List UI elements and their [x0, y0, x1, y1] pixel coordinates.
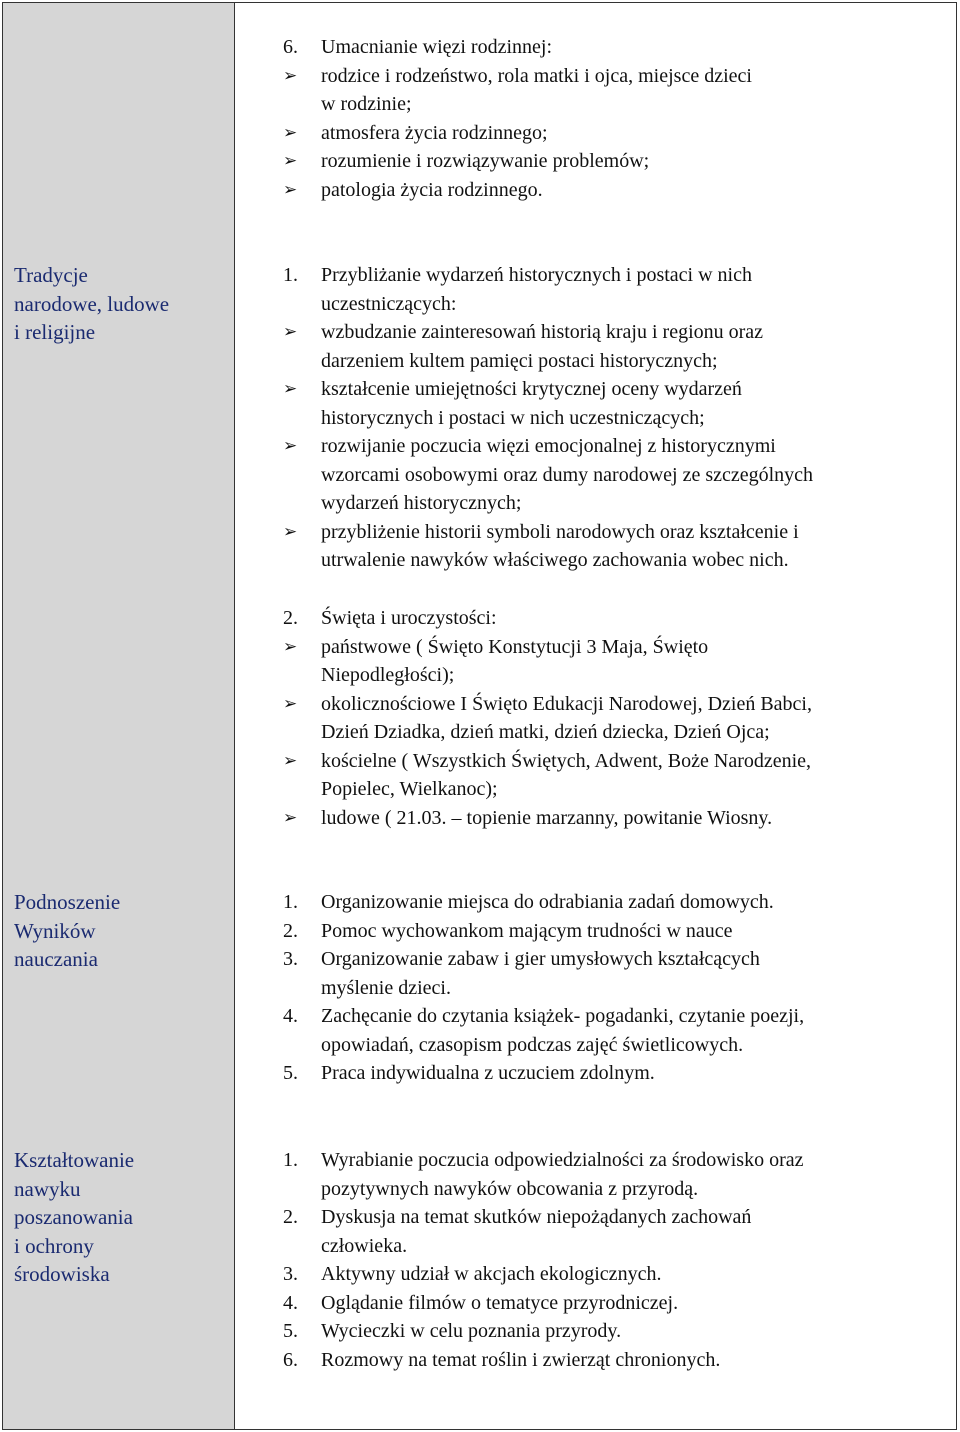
bullet-item	[283, 119, 943, 148]
family-section	[283, 33, 943, 204]
arrow-bullet-icon: ➢	[283, 151, 298, 170]
section-heading	[283, 33, 943, 62]
topic-traditions: Tradycje narodowe, ludowe i religijne	[14, 263, 170, 344]
bullet-text-continued: wydarzeń historycznych;	[321, 492, 522, 514]
item-text-continued: uczestniczących:	[321, 292, 457, 315]
bullet-item	[283, 518, 943, 547]
bullet-text: rodzice i rodzeństwo, rola matki i ojca, miejsce dzieci	[321, 64, 752, 87]
item-text: Wyrabianie poczucia odpowiedzialności za środowisko oraz	[321, 1149, 804, 1171]
item-text-continued: opowiadań, czasopism podczas zajęć świetlicowych.	[321, 1033, 744, 1056]
arrow-bullet-icon: ➢	[283, 65, 298, 85]
item-number: 6.	[283, 36, 298, 58]
bullet-text-continued: historycznych i postaci w nich uczestniczących;	[321, 406, 705, 429]
item-text: Organizowanie zabaw i gier umysłowych kształcących	[321, 948, 760, 970]
item-number: 1.	[283, 891, 298, 913]
bullet-text: ludowe ( 21.03. – topienie marzanny, powitanie Wiosny.	[321, 806, 773, 829]
list-item	[283, 888, 943, 917]
topic-environment: Kształtowanie nawyku poszanowania i ochrony środowiska	[14, 1148, 135, 1286]
bullet-text: rozumienie i rozwiązywanie problemów;	[321, 150, 650, 172]
bullet-item	[283, 747, 943, 776]
bullet-text-continued: Popielec, Wielkanoc);	[321, 778, 498, 800]
bullet-text: państwowe ( Święto Konstytucji 3 Maja, Święto	[321, 635, 709, 658]
arrow-bullet-icon: ➢	[283, 436, 298, 455]
list-item	[283, 1059, 943, 1088]
bullet-item	[283, 176, 943, 205]
results-list	[283, 888, 943, 1088]
list-item	[283, 1260, 943, 1289]
bullet-text: kościelne ( Wszystkich Świętych, Adwent, Boże Narodzenie,	[321, 749, 812, 772]
traditions-section-1	[283, 261, 943, 575]
environment-list	[283, 1146, 943, 1374]
section-heading	[283, 604, 943, 633]
bullet-text: kształcenie umiejętności krytycznej oceny wydarzeń	[321, 378, 742, 400]
item-text: Aktywny udział w akcjach ekologicznych.	[321, 1263, 662, 1285]
item-text: Wycieczki w celu poznania przyrody.	[321, 1320, 622, 1342]
item-number: 5.	[283, 1062, 298, 1084]
bullet-text: rozwijanie poczucia więzi emocjonalnej z historycznymi	[321, 435, 776, 457]
item-text: Organizowanie miejsca do odrabiania zadań domowych.	[321, 891, 774, 913]
section-heading	[283, 261, 943, 290]
bullet-text: wzbudzanie zainteresowań historią kraju i regionu oraz	[321, 321, 764, 343]
list-item	[283, 1289, 943, 1318]
list-item	[283, 1317, 943, 1346]
list-item	[283, 1203, 943, 1232]
item-number: 2.	[283, 919, 298, 942]
item-text: Praca indywidualna z uczuciem zdolnym.	[321, 1062, 655, 1084]
item-text: Oglądanie filmów o tematyce przyrodniczej.	[321, 1291, 679, 1314]
bullet-item	[283, 318, 943, 347]
bullet-text-continued: wzorcami osobowymi oraz dumy narodowej ze szczególnych	[321, 463, 814, 486]
bullet-item	[283, 633, 943, 662]
arrow-bullet-icon: ➢	[283, 122, 298, 142]
bullet-text-continued: utrwalenie nawyków właściwego zachowania wobec nich.	[321, 549, 789, 571]
arrow-bullet-icon: ➢	[283, 750, 298, 770]
bullet-item	[283, 432, 943, 461]
bullet-item	[283, 147, 943, 176]
bullet-text-continued: w rodzinie;	[321, 93, 412, 115]
item-text: Święta i uroczystości:	[321, 607, 497, 629]
list-item	[283, 945, 943, 974]
bullet-text: okolicznościowe I Święto Edukacji Narodowej, Dzień Babci,	[321, 692, 812, 715]
item-number: 6.	[283, 1348, 298, 1371]
bullet-text: patologia życia rodzinnego.	[321, 178, 543, 201]
arrow-bullet-icon: ➢	[283, 322, 298, 341]
arrow-bullet-icon: ➢	[283, 636, 298, 656]
bullet-item	[283, 62, 943, 91]
item-number: 4.	[283, 1005, 298, 1027]
item-number: 3.	[283, 1263, 298, 1285]
topic-results: Podnoszenie Wyników nauczania	[14, 890, 121, 971]
item-number: 3.	[283, 948, 298, 970]
bullet-text-continued: Dzień Dziadka, dzień matki, dzień dziecka, Dzień Ojca;	[321, 721, 770, 743]
bullet-item	[283, 375, 943, 404]
list-item	[283, 1146, 943, 1175]
arrow-bullet-icon: ➢	[283, 379, 298, 398]
item-text: Rozmowy na temat roślin i zwierząt chronionych.	[321, 1348, 721, 1371]
item-number: 1.	[283, 264, 298, 286]
bullet-text-continued: darzeniem kultem pamięci postaci historycznych;	[321, 349, 718, 372]
item-number: 5.	[283, 1320, 298, 1342]
arrow-bullet-icon: ➢	[283, 521, 298, 541]
item-text: Zachęcanie do czytania książek- pogadanki, czytanie poezji,	[321, 1005, 805, 1027]
arrow-bullet-icon: ➢	[283, 807, 298, 827]
bullet-text: atmosfera życia rodzinnego;	[321, 121, 548, 144]
item-number: 1.	[283, 1149, 298, 1171]
item-number: 2.	[283, 1206, 298, 1228]
item-text-continued: pozytywnych nawyków obcowania z przyrodą.	[321, 1177, 699, 1200]
item-text: Umacnianie więzi rodzinnej:	[321, 36, 553, 58]
list-item	[283, 1002, 943, 1031]
item-text-continued: człowieka.	[321, 1234, 408, 1257]
item-number: 4.	[283, 1291, 298, 1314]
bullet-item	[283, 690, 943, 719]
arrow-bullet-icon: ➢	[283, 179, 298, 199]
list-item	[283, 917, 943, 946]
item-number: 2.	[283, 607, 298, 629]
item-text: Pomoc wychowankom mającym trudności w nauce	[321, 919, 733, 942]
bullet-text-continued: Niepodległości);	[321, 664, 455, 686]
bullet-item	[283, 804, 943, 833]
item-text-continued: myślenie dzieci.	[321, 976, 451, 999]
item-text: Dyskusja na temat skutków niepożądanych zachowań	[321, 1206, 752, 1228]
list-item	[283, 1346, 943, 1375]
item-text: Przybliżanie wydarzeń historycznych i postaci w nich	[321, 264, 752, 286]
arrow-bullet-icon: ➢	[283, 693, 298, 713]
bullet-text: przybliżenie historii symboli narodowych oraz kształcenie i	[321, 520, 799, 543]
traditions-section-2	[283, 604, 943, 832]
